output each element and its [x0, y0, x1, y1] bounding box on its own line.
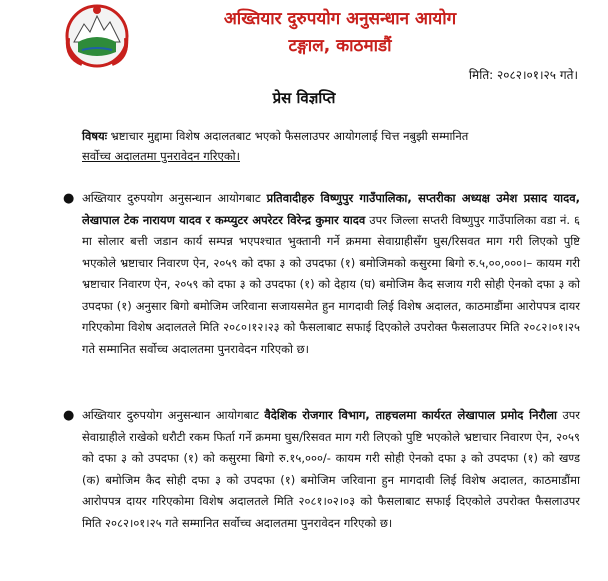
- item-rest-text: उपर जिल्ला सप्तरी विष्णुपुर गाउँपालिका वडा नं. ६ मा सोलार बत्ती जडान कार्य सम्पन्न भएपश्चात भुक्तानी गर्ने क्रममा सेवाग्राहीसँग घुस/रिसवत माग गरी लिएको पुष्टि भएकोले भ्रष्टाचार निवारण ऐन, २०५९ को दफा ३ को उपदफा (१) बमोजिमको कसुरमा बिगो रु.५,००,०००।– कायम गरी भ्रष्टाचार निवारण ऐन, २०५९ को दफा ३ को उपदफा (१) को देहाय (घ) बमोजिम कैद सजाय गरी सोही ऐनको दफा ३ को उपदफा (१) अनुसार बिगो बमोजिम जरिवाना सजायसमेत हुन मागदावी लिई विशेष अदालत, काठमाडौंमा आरोपपत्र दायर गरिएकोमा विशेष अदालतले मिति २०८०।१२।२३ को फैसलाबाट सफाई दिएकोले उपरोक्त फैसलाउपर मिति २०८२।०१।२५ गते सम्मानित सर्वोच्च अदालतमा पुनरावेदन गरिएको छ।: [82, 212, 580, 356]
- list-item: [82, 405, 580, 534]
- item-bold-text: वैदेशिक रोजगार विभाग, ताहचलमा कार्यरत लेखापाल प्रमोद निरौला: [264, 408, 557, 422]
- date-line: मिति: २०८२।०१।२५ गते।: [468, 68, 578, 82]
- item-lead-text: अख्तियार दुरुपयोग अनुसन्धान आयोगबाट: [82, 408, 265, 422]
- organization-name: अख्तियार दुरुपयोग अनुसन्धान आयोग: [223, 9, 457, 29]
- bullet-icon: ●: [63, 191, 75, 206]
- organization-address: टङ्गाल, काठमाडौं: [288, 36, 392, 56]
- item-lead-text: अख्तियार दुरुपयोग अनुसन्धान आयोगबाट: [82, 191, 267, 205]
- page-heading: प्रेस विज्ञप्ति: [272, 89, 336, 107]
- subject-block: [82, 126, 580, 166]
- subject-text-line1: भ्रष्टाचार मुद्दामा विशेष अदालतबाट भएको फैसलाउपर आयोगलाई चित्त नबुझी सम्मानित: [107, 129, 469, 143]
- item-bold-text: प्रतिवादीहरु विष्णुपुर गाउँपालिका, सप्तरीका अध्यक्ष उमेश प्रसाद यादव, लेखापाल टेक नारायण यादव र कम्प्युटर अपरेटर विरेन्द्र कुमार यादव: [82, 191, 580, 227]
- item-rest-text: उपर सेवाग्राहीले राखेको धरौटी रकम फिर्ता गर्ने क्रममा घुस/रिसवत माग गरी लिएको पुष्टि भएकोले भ्रष्टाचार निवारण ऐन, २०५९ को दफा ३ को उपदफा (१) को कसुरमा बिगो रु.१५,०००/- कायम गरी सोही ऐनको दफा ३ को उपदफा (१) को खण्ड (क) बमोजिम कैद सोही दफा ३ को उपदफा (१) बमोजिम जरिवाना हुन मागदावी लिई विशेष अदालत, काठमाडौंमा आरोपपत्र दायर गरिएकोमा विशेष अदालतले मिति २०८१।०२।०३ को फैसलाबाट सफाई दिएकोले उपरोक्त फैसलाउपर मिति २०८२।०१।२५ गते सम्मानित सर्वोच्च अदालतमा पुनरावेदन गरिएको छ।: [82, 408, 581, 530]
- list-item: [82, 188, 580, 360]
- bullet-icon: ●: [63, 408, 75, 423]
- subject-text-line2: सर्वोच्च अदालतमा पुनरावेदन गरिएको।: [82, 149, 240, 163]
- nepal-emblem-icon: [62, 2, 132, 70]
- subject-label: विषयः: [82, 129, 108, 143]
